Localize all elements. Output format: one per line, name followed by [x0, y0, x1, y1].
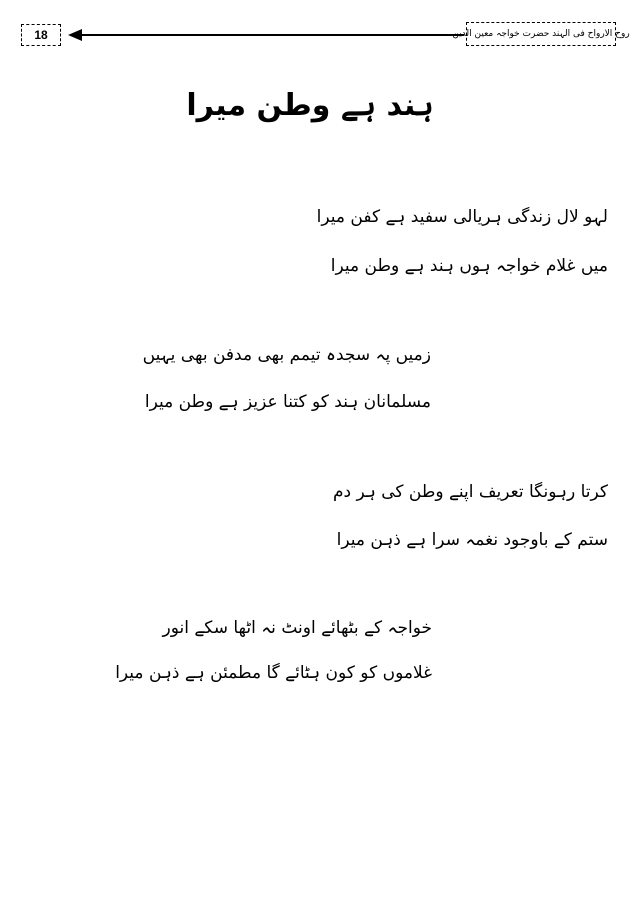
verse-line: مسلمانان ہند کو کتنا عزیز ہے وطن میرا	[144, 392, 431, 412]
verse-line: میں غلام خواجہ ہوں ہند ہے وطن میرا	[330, 256, 608, 276]
verse-line: کرتا رہونگا تعریف اپنے وطن کی ہر دم	[332, 482, 608, 502]
left-arrow-icon	[68, 28, 464, 42]
verse-line: لہو لال زندگی ہریالی سفید ہے کفن میرا	[316, 207, 608, 227]
verse-line: خواجہ کے بٹھائے اونٹ نہ اٹھا سکے انور	[162, 618, 432, 638]
verse-line: غلاموں کو کون ہٹائے گا مطمئن ہے ذہن میرا	[115, 663, 432, 683]
poem-title: ہند ہے وطن میرا	[186, 88, 434, 123]
verse-line: ستم کے باوجود نغمہ سرا ہے ذہن میرا	[336, 530, 608, 550]
book-title: روح الارواح فی الہند حضرت خواجہ معین الدین	[466, 22, 616, 46]
page-number: 18	[21, 24, 61, 46]
verse-line: زمیں پہ سجدہ تیمم بھی مدفن بھی یہیں	[142, 345, 431, 365]
